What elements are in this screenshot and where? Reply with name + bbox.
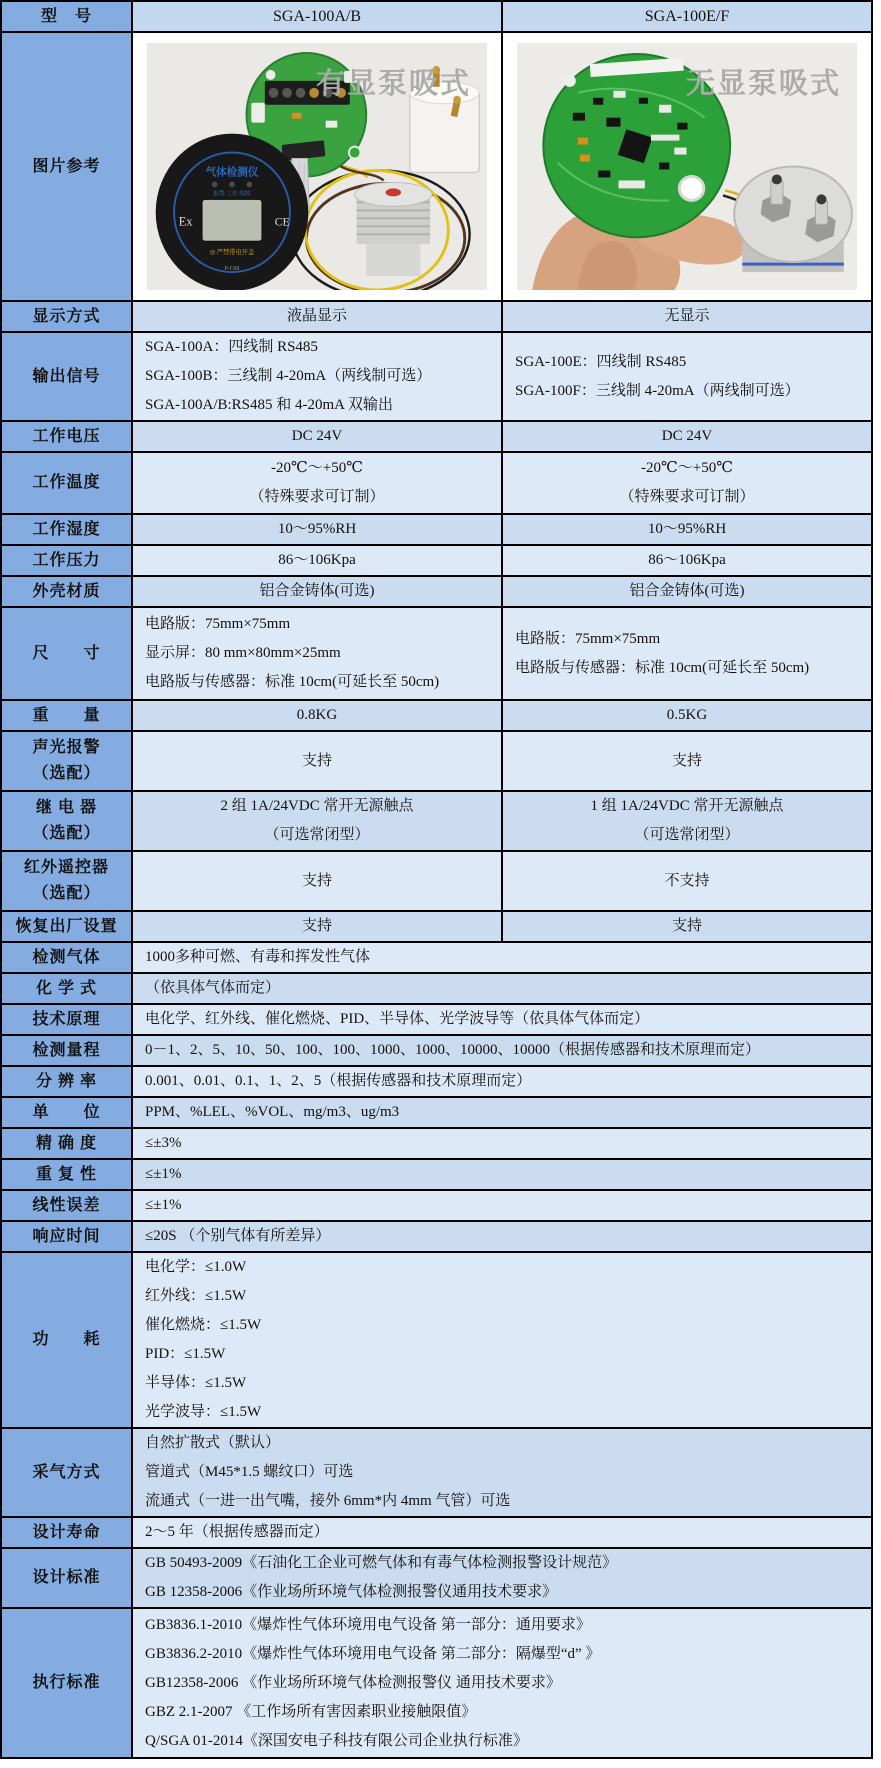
spec-label-design-life xyxy=(2,1518,133,1547)
model-header-line: SGA-100A/B xyxy=(272,8,361,25)
spec-row-model xyxy=(2,2,871,33)
spec-value-dimensions-line: 电路版与传感器：标准 10cm(可延长至 50cm) xyxy=(145,674,440,690)
spec-label-response-time xyxy=(2,1222,133,1251)
model-header-right xyxy=(503,2,871,31)
spec-value-shell-material-line: 铝合金铸体(可选) xyxy=(259,583,375,599)
spec-label-text: 精 确 度 xyxy=(35,1134,97,1152)
spec-value-working-temperature-line: （特殊要求可订制） xyxy=(619,489,755,505)
spec-value-working-humidity-right xyxy=(503,515,871,544)
spec-label-text: 工作湿度 xyxy=(32,520,101,538)
spec-value-working-humidity-left xyxy=(133,515,503,544)
spec-value-output-signal-left xyxy=(133,333,503,420)
model-header-left xyxy=(133,2,503,31)
spec-value-resolution xyxy=(133,1067,871,1096)
spec-value-working-temperature-right xyxy=(503,453,871,513)
spec-row-design-life xyxy=(2,1518,871,1549)
spec-value-dimensions-line: 电路版与传感器：标准 10cm(可延长至 50cm) xyxy=(515,659,810,676)
spec-value-working-voltage-line: DC 24V xyxy=(661,428,713,444)
spec-value-working-voltage-right xyxy=(503,422,871,451)
spec-row-output-signal xyxy=(2,333,871,422)
spec-value-unit-line: PPM、%LEL、%VOL、mg/m3、ug/m3 xyxy=(145,1104,400,1120)
spec-value-relay-line: 1 组 1A/24VDC 常开无源触点 xyxy=(590,798,784,814)
spec-value-working-humidity-line: 10～95%RH xyxy=(277,521,357,537)
spec-value-relay-left xyxy=(133,792,503,850)
photo-watermark-right: 无显泵吸式 xyxy=(685,68,841,100)
spec-value-unit xyxy=(133,1098,871,1127)
spec-label-text: 恢复出厂设置 xyxy=(15,917,118,935)
spec-value-design-life xyxy=(133,1518,871,1547)
spec-label-working-pressure xyxy=(2,546,133,575)
spec-row-execution-standard xyxy=(2,1609,871,1757)
spec-label-text: 设计标准 xyxy=(32,1569,101,1586)
photo-watermark-left: 有显泵吸式 xyxy=(315,68,471,100)
spec-label-power-consumption xyxy=(2,1253,133,1427)
spec-label-text: （选配） xyxy=(32,885,101,902)
spec-row-dimensions xyxy=(2,608,871,701)
spec-value-sound-light-alarm-left xyxy=(133,732,503,790)
spec-value-working-voltage-left xyxy=(133,422,503,451)
spec-label-shell-material xyxy=(2,577,133,606)
spec-label-text: （选配） xyxy=(32,825,101,842)
spec-value-design-life-line: 2～5 年（根据传感器而定） xyxy=(145,1524,329,1540)
spec-value-dimensions-line: 显示屏：80 mm×80mm×25mm xyxy=(145,645,341,661)
spec-label-text: 工作电压 xyxy=(32,427,101,445)
spec-value-working-temperature-line: -20℃～+50℃ xyxy=(270,460,363,476)
spec-label-text: 输出信号 xyxy=(32,367,101,385)
spec-row-chemical-formula xyxy=(2,974,871,1005)
spec-label-text: 重 量 xyxy=(32,706,101,724)
spec-value-power-consumption xyxy=(133,1253,871,1427)
spec-value-working-pressure-line: 86～106Kpa xyxy=(648,552,726,568)
spec-row-detection-range xyxy=(2,1036,871,1067)
spec-value-execution-standard-line: GB3836.1-2010《爆炸性气体环境用电气设备 第一部分：通用要求》 xyxy=(145,1616,591,1633)
spec-label-text: 分 辨 率 xyxy=(35,1072,97,1090)
spec-value-execution-standard-line: GBZ 2.1-2007 《工作场所有害因素职业接触限值》 xyxy=(145,1703,477,1720)
spec-value-execution-standard-line: GB12358-2006 《作业场所环境气体检测报警仪 通用技术要求》 xyxy=(145,1674,561,1691)
spec-label-text: 检测气体 xyxy=(32,948,101,966)
spec-value-shell-material-line: 铝合金铸体(可选) xyxy=(629,583,745,599)
spec-label-text: 化 学 式 xyxy=(35,979,97,997)
spec-value-linearity-error xyxy=(133,1191,871,1220)
spec-row-shell-material xyxy=(2,577,871,608)
spec-value-repeatability-line: ≤±1% xyxy=(145,1166,182,1182)
product-photo-left xyxy=(147,43,487,290)
spec-value-dimensions-line: 电路版：75mm×75mm xyxy=(515,630,661,647)
spec-label-text: 图片参考 xyxy=(32,157,101,175)
spec-row-detected-gas xyxy=(2,943,871,974)
spec-value-power-consumption-line: 电化学：≤1.0W xyxy=(145,1259,247,1275)
spec-label-text: 继 电 器 xyxy=(35,799,97,816)
svg-text:Ex: Ex xyxy=(178,214,193,229)
spec-label-relay xyxy=(2,792,133,850)
spec-label-unit xyxy=(2,1098,133,1127)
spec-label-repeatability xyxy=(2,1160,133,1189)
spec-value-execution-standard xyxy=(133,1609,871,1757)
spec-value-factory-reset-left xyxy=(133,912,503,941)
svg-text:CE: CE xyxy=(274,215,290,229)
spec-label-text: 尺 寸 xyxy=(32,644,101,662)
spec-value-ir-remote-left xyxy=(133,852,503,910)
spec-row-factory-reset xyxy=(2,912,871,943)
spec-value-output-signal-line: SGA-100B：三线制 4-20mA（两线制可选） xyxy=(145,368,432,384)
spec-value-ir-remote-line: 不支持 xyxy=(664,872,710,889)
spec-row-working-voltage xyxy=(2,422,871,453)
svg-text:P-GM: P-GM xyxy=(224,266,240,273)
spec-label-working-voltage xyxy=(2,422,133,451)
spec-value-sampling-method-line: 流通式（一进一出气嘴，接外 6mm*内 4mm 气管）可选 xyxy=(145,1493,511,1509)
spec-value-display-mode-left xyxy=(133,302,503,331)
spec-value-dimensions-left xyxy=(133,608,503,699)
spec-row-sampling-method xyxy=(2,1429,871,1518)
spec-value-relay-line: （可选常闭型） xyxy=(634,827,740,843)
spec-row-display-mode xyxy=(2,302,871,333)
spec-label-text: 型 号 xyxy=(40,7,92,25)
spec-label-text: 检测量程 xyxy=(32,1041,101,1059)
spec-row-linearity-error xyxy=(2,1191,871,1222)
spec-value-power-consumption-line: 红外线：≤1.5W xyxy=(145,1288,247,1304)
svg-text:◎ 严禁带电开盖: ◎ 严禁带电开盖 xyxy=(209,249,255,257)
spec-value-power-consumption-line: 催化燃烧：≤1.5W xyxy=(145,1317,262,1333)
spec-label-text: （选配） xyxy=(32,765,101,782)
spec-label-text: 单 位 xyxy=(32,1103,101,1121)
spec-label-text: 重 复 性 xyxy=(35,1165,97,1183)
spec-label-detection-range xyxy=(2,1036,133,1065)
spec-value-working-humidity-line: 10～95%RH xyxy=(647,521,727,537)
spec-value-weight-right xyxy=(503,701,871,730)
product-photo-right xyxy=(517,43,857,290)
spec-value-relay-line: 2 组 1A/24VDC 常开无源触点 xyxy=(220,798,414,814)
spec-value-power-consumption-line: PID：≤1.5W xyxy=(145,1346,226,1362)
spec-label-detected-gas xyxy=(2,943,133,972)
spec-value-sound-light-alarm-line: 支持 xyxy=(301,752,332,769)
spec-row-working-temperature xyxy=(2,453,871,515)
spec-value-weight-line: 0.5KG xyxy=(666,707,708,723)
spec-label-output-signal xyxy=(2,333,133,420)
spec-value-dimensions-right xyxy=(503,608,871,699)
spec-value-power-consumption-line: 半导体：≤1.5W xyxy=(145,1375,247,1391)
spec-label-dimensions xyxy=(2,608,133,699)
spec-label-working-temperature xyxy=(2,453,133,513)
spec-label-linearity-error xyxy=(2,1191,133,1220)
spec-label-text: 功 耗 xyxy=(32,1331,101,1348)
spec-row-power-consumption xyxy=(2,1253,871,1429)
spec-value-sampling-method-line: 自然扩散式（默认） xyxy=(145,1435,281,1451)
spec-label-text: 线性误差 xyxy=(32,1196,101,1214)
spec-label-execution-standard xyxy=(2,1609,133,1757)
spec-label-working-humidity xyxy=(2,515,133,544)
spec-value-working-temperature-line: （特殊要求可订制） xyxy=(249,489,385,505)
spec-label-text: 采气方式 xyxy=(32,1463,101,1481)
spec-row-weight xyxy=(2,701,871,732)
spec-value-linearity-error-line: ≤±1% xyxy=(145,1197,182,1213)
spec-value-power-consumption-line: 光学波导：≤1.5W xyxy=(145,1404,262,1420)
spec-label-design-standard xyxy=(2,1549,133,1607)
detector-face xyxy=(156,134,309,290)
spec-value-output-signal-line: SGA-100A：四线制 RS485 xyxy=(145,339,318,355)
spec-value-chemical-formula-line: （依具体气体而定） xyxy=(145,980,281,996)
spec-label-weight xyxy=(2,701,133,730)
spec-value-response-time-line: ≤20S （个别气体有所差异） xyxy=(145,1228,331,1244)
spec-value-working-temperature-left xyxy=(133,453,503,513)
spec-label-text: 显示方式 xyxy=(32,307,101,325)
photo-cell-left xyxy=(133,33,503,300)
spec-value-detected-gas-line: 1000多种可燃、有毒和挥发性气体 xyxy=(145,949,371,965)
spec-row-image-reference xyxy=(2,33,871,302)
spec-value-relay-line: （可选常闭型） xyxy=(264,827,370,843)
spec-row-design-standard xyxy=(2,1549,871,1609)
spec-label-resolution xyxy=(2,1067,133,1096)
spec-value-execution-standard-line: GB3836.2-2010《爆炸性气体环境用电气设备 第二部分：隔爆型“d” 》 xyxy=(145,1645,601,1662)
spec-label-text: 工作压力 xyxy=(32,551,101,569)
spec-value-working-pressure-line: 86～106Kpa xyxy=(278,552,356,568)
spec-value-sampling-method xyxy=(133,1429,871,1516)
spec-row-resolution xyxy=(2,1067,871,1098)
spec-value-display-mode-line: 无显示 xyxy=(664,308,710,324)
spec-row-technical-principle xyxy=(2,1005,871,1036)
spec-value-technical-principle xyxy=(133,1005,871,1034)
spec-value-design-standard-line: GB 12358-2006《作业场所环境气体检测报警仪通用技术要求》 xyxy=(145,1584,558,1600)
spec-label-accuracy xyxy=(2,1129,133,1158)
spec-row-repeatability xyxy=(2,1160,871,1191)
sensor-cylinder xyxy=(734,167,852,273)
spec-label-sampling-method xyxy=(2,1429,133,1516)
spec-value-sound-light-alarm-line: 支持 xyxy=(671,752,702,769)
spec-row-working-pressure xyxy=(2,546,871,577)
spec-value-resolution-line: 0.001、0.01、0.1、1、2、5（根据传感器和技术原理而定） xyxy=(145,1073,532,1089)
spec-value-chemical-formula xyxy=(133,974,871,1003)
spec-value-accuracy-line: ≤±3% xyxy=(145,1135,182,1151)
spec-label-ir-remote xyxy=(2,852,133,910)
spec-label-text: 声光报警 xyxy=(32,739,101,756)
spec-label-text: 工作温度 xyxy=(32,474,101,491)
spec-value-ir-remote-line: 支持 xyxy=(301,872,332,889)
spec-value-design-standard-line: GB 50493-2009《石油化工企业可燃气体和有毒气体检测报警设计规范》 xyxy=(145,1555,618,1571)
spec-label-text: 外壳材质 xyxy=(32,582,101,600)
model-header-line: SGA-100E/F xyxy=(644,8,730,25)
spec-row-relay xyxy=(2,792,871,852)
spec-value-detection-range xyxy=(133,1036,871,1065)
spec-value-ir-remote-right xyxy=(503,852,871,910)
spec-value-display-mode-line: 液晶显示 xyxy=(286,308,347,324)
spec-value-shell-material-left xyxy=(133,577,503,606)
spec-value-output-signal-line: SGA-100F：三线制 4-20mA（两线制可选） xyxy=(515,382,800,399)
spec-value-weight-left xyxy=(133,701,503,730)
spec-label-technical-principle xyxy=(2,1005,133,1034)
spec-value-output-signal-right xyxy=(503,333,871,420)
spec-value-factory-reset-line: 支持 xyxy=(671,918,702,934)
spec-label-factory-reset xyxy=(2,912,133,941)
spec-value-design-standard xyxy=(133,1549,871,1607)
spec-row-unit xyxy=(2,1098,871,1129)
spec-value-response-time xyxy=(133,1222,871,1251)
spec-value-working-temperature-line: -20℃～+50℃ xyxy=(640,460,733,476)
svg-text:气体检测仪: 气体检测仪 xyxy=(205,166,259,179)
svg-text:报警 工作 故障: 报警 工作 故障 xyxy=(213,191,251,198)
spec-value-accuracy xyxy=(133,1129,871,1158)
spec-label-display-mode xyxy=(2,302,133,331)
spec-row-ir-remote xyxy=(2,852,871,912)
spec-value-factory-reset-line: 支持 xyxy=(301,918,332,934)
spec-row-response-time xyxy=(2,1222,871,1253)
spec-value-working-voltage-line: DC 24V xyxy=(291,428,343,444)
spec-value-execution-standard-line: Q/SGA 01-2014《深国安电子科技有限公司企业执行标准》 xyxy=(145,1732,528,1749)
spec-value-display-mode-right xyxy=(503,302,871,331)
spec-value-weight-line: 0.8KG xyxy=(296,707,338,723)
spec-value-working-pressure-left xyxy=(133,546,503,575)
photo-cell-right xyxy=(503,33,871,300)
spec-label-chemical-formula xyxy=(2,974,133,1003)
spec-value-technical-principle-line: 电化学、红外线、催化燃烧、PID、半导体、光学波导等（依具体气体而定） xyxy=(145,1011,650,1027)
spec-row-accuracy xyxy=(2,1129,871,1160)
spec-label-text: 红外遥控器 xyxy=(23,859,109,876)
spec-value-working-pressure-right xyxy=(503,546,871,575)
spec-label-text: 响应时间 xyxy=(32,1227,101,1245)
spec-row-sound-light-alarm xyxy=(2,732,871,792)
spec-label-text: 技术原理 xyxy=(32,1010,101,1028)
spec-value-dimensions-line: 电路版：75mm×75mm xyxy=(145,616,291,632)
spec-value-sound-light-alarm-right xyxy=(503,732,871,790)
spec-label-image-reference xyxy=(2,33,133,300)
spec-label-text: 执行标准 xyxy=(32,1674,101,1691)
spec-value-shell-material-right xyxy=(503,577,871,606)
spec-label-text: 设计寿命 xyxy=(32,1523,101,1541)
spec-value-output-signal-line: SGA-100A/B:RS485 和 4-20mA 双输出 xyxy=(145,397,393,413)
spec-value-repeatability xyxy=(133,1160,871,1189)
spec-label-sound-light-alarm xyxy=(2,732,133,790)
spec-row-working-humidity xyxy=(2,515,871,546)
spec-label-model xyxy=(2,2,133,31)
spec-value-output-signal-line: SGA-100E：四线制 RS485 xyxy=(515,353,687,370)
sensor-cylinder xyxy=(355,182,432,276)
spec-value-detection-range-line: 0－1、2、5、10、50、100、100、1000、1000、10000、10000（根据传感器和技术原理而定） xyxy=(145,1042,761,1058)
spec-value-factory-reset-right xyxy=(503,912,871,941)
spec-value-relay-right xyxy=(503,792,871,850)
spec-value-detected-gas xyxy=(133,943,871,972)
spec-value-sampling-method-line: 管道式（M45*1.5 螺纹口）可选 xyxy=(145,1464,354,1480)
